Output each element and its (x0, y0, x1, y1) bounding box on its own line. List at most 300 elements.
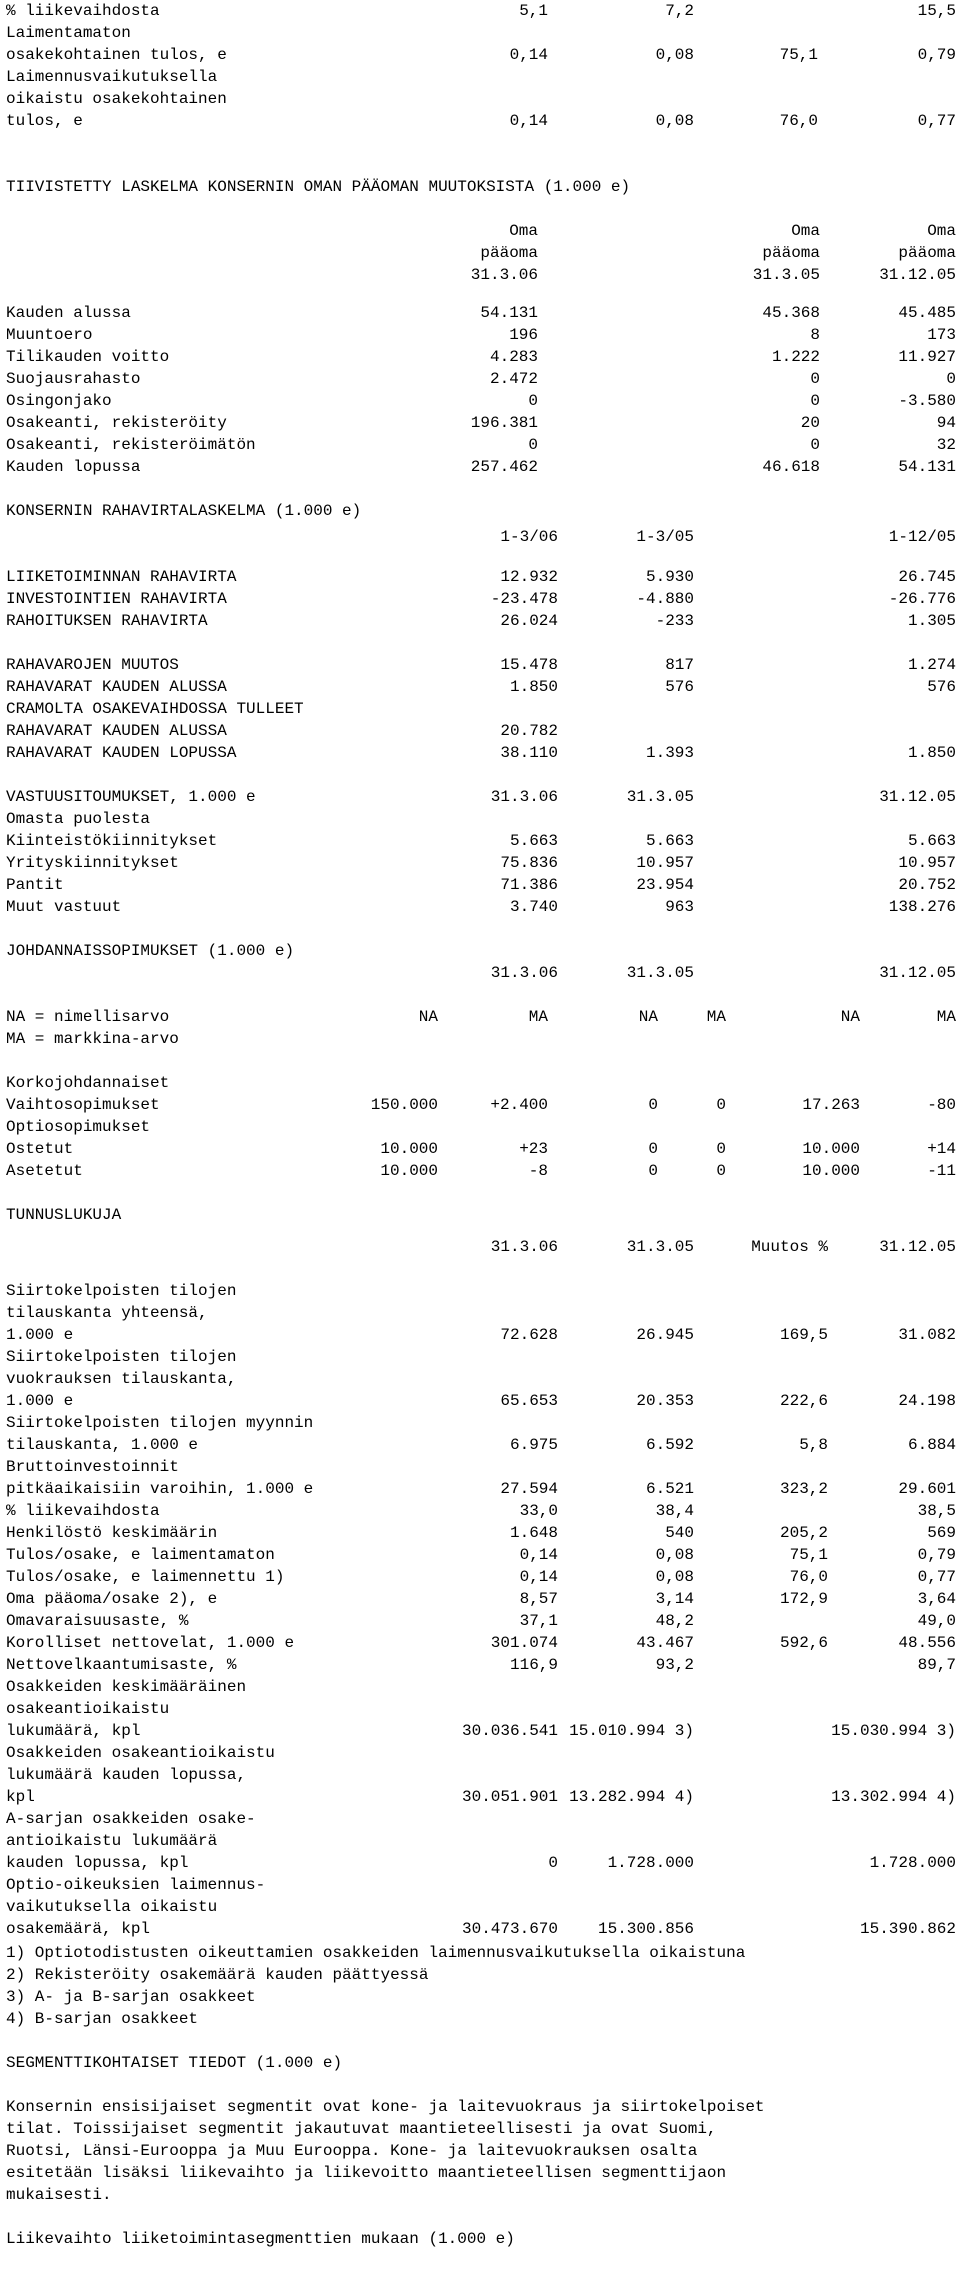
cell: 0 (716, 1096, 726, 1114)
row-label: Laimentamaton (6, 24, 131, 42)
cell: 45.368 (762, 304, 820, 322)
cell: 76,0 (779, 112, 818, 130)
cell: 20.782 (500, 722, 558, 740)
keyfigures-title (6, 1204, 956, 1226)
section-heading: VASTUUSITOUMUKSET, 1.000 e (6, 788, 256, 806)
table-row (6, 742, 956, 764)
cell: -11 (927, 1162, 956, 1180)
cell: 45.485 (898, 304, 956, 322)
cell: 32 (936, 436, 956, 454)
cell: 0,08 (655, 1568, 694, 1586)
table-row (6, 1632, 956, 1654)
row-label: Siirtokelpoisten tilojen myynnin (6, 1414, 314, 1432)
intro-row (6, 88, 956, 110)
cell: 29.601 (898, 1480, 956, 1498)
table-row (6, 1390, 956, 1412)
cell: 10.000 (802, 1162, 860, 1180)
row-label: antioikaistu lukumäärä (6, 1832, 218, 1850)
cell: 38,4 (655, 1502, 694, 1520)
cell: 5,8 (799, 1436, 828, 1454)
cell: 0 (716, 1140, 726, 1158)
cell: -8 (528, 1162, 548, 1180)
cell: 0 (810, 392, 820, 410)
row-label: oikaistu osakekohtainen (6, 90, 227, 108)
cell: 49,0 (917, 1612, 956, 1630)
cell: 48,2 (655, 1612, 694, 1630)
cell: 1.850 (907, 744, 956, 762)
cell: 5.930 (645, 568, 694, 586)
table-row (6, 896, 956, 918)
cell: 5.663 (645, 832, 694, 850)
intro-row (6, 0, 956, 22)
row-label: vuokrauksen tilauskanta, (6, 1370, 237, 1388)
table-row (6, 1072, 956, 1094)
col-header: 1-12/05 (888, 528, 956, 546)
table-row (6, 302, 956, 324)
row-label: 1.000 e (6, 1326, 74, 1344)
cell: 1.648 (509, 1524, 558, 1542)
cell: 0,79 (917, 46, 956, 64)
cell: 1.728.000 (869, 1854, 956, 1872)
row-label: osakekohtainen tulos, e (6, 46, 227, 64)
row-label: kauden lopussa, kpl (6, 1854, 189, 1872)
cell: 0 (810, 370, 820, 388)
cell: 54.131 (480, 304, 538, 322)
intro-row (6, 66, 956, 88)
cell: -4.880 (636, 590, 694, 608)
col-header: 31.3.06 (490, 788, 558, 806)
section-heading: TUNNUSLUKUJA (6, 1206, 122, 1224)
cell: 222,6 (779, 1392, 828, 1410)
commitments-header (6, 786, 956, 808)
cell: 20 (800, 414, 820, 432)
cell: 0,14 (509, 112, 548, 130)
cell: 138.276 (888, 898, 956, 916)
col-header: 31.12.05 (879, 266, 956, 284)
cell: 2.472 (489, 370, 538, 388)
cell: -26.776 (888, 590, 956, 608)
cell: 26.945 (636, 1326, 694, 1344)
footnote (6, 1986, 956, 2008)
section-heading: JOHDANNAISSOPIMUKSET (1.000 e) (6, 942, 295, 960)
keyfigures-header (6, 1236, 956, 1258)
row-label: tilauskanta, 1.000 e (6, 1436, 199, 1454)
cell: 43.467 (636, 1634, 694, 1652)
cell: 1.393 (645, 744, 694, 762)
col-header: 31.12.05 (879, 1238, 956, 1256)
segments-title (6, 2052, 956, 2074)
cell: +23 (519, 1140, 548, 1158)
col-header: 31.12.05 (879, 964, 956, 982)
row-label: Korkojohdannaiset (6, 1074, 170, 1092)
table-row (6, 720, 956, 742)
row-label: Vaihtosopimukset (6, 1096, 160, 1114)
table-row (6, 698, 956, 720)
cell: 1.222 (771, 348, 820, 366)
section-heading: SEGMENTTIKOHTAISET TIEDOT (1.000 e) (6, 2054, 343, 2072)
cell: 15.010.994 3) (569, 1722, 694, 1740)
cell: 169,5 (779, 1326, 828, 1344)
cell: 592,6 (779, 1634, 828, 1652)
col-code: MA (706, 1008, 726, 1026)
row-label: Laimennusvaikutuksella (6, 68, 218, 86)
cell: 6.884 (907, 1436, 956, 1454)
table-row (6, 676, 956, 698)
table-row (6, 1324, 956, 1346)
row-label: tulos, e (6, 112, 83, 130)
cell: 817 (665, 656, 694, 674)
table-row (6, 1852, 956, 1874)
cell: 11.927 (898, 348, 956, 366)
cell: 0 (648, 1162, 658, 1180)
row-label: Tulos/osake, e laimentamaton (6, 1546, 275, 1564)
cell: 0,77 (917, 112, 956, 130)
table-row (6, 1830, 956, 1852)
row-label: Korolliset nettovelat, 1.000 e (6, 1634, 295, 1652)
row-label: lukumäärä, kpl (6, 1722, 141, 1740)
row-label: RAHAVARAT KAUDEN ALUSSA (6, 722, 227, 740)
cell: 5.663 (907, 832, 956, 850)
table-row (6, 1346, 956, 1368)
cell: 116,9 (509, 1656, 558, 1674)
cell: 30.036.541 (461, 1722, 558, 1740)
table-row (6, 1808, 956, 1830)
cell: 13.302.994 4) (831, 1788, 956, 1806)
table-row (6, 1896, 956, 1918)
footnote-text: 1) Optiotodistusten oikeuttamien osakkeiden laimennusvaikutuksella oikaistuna (6, 1944, 746, 1962)
cell: 540 (665, 1524, 694, 1542)
row-label: kpl (6, 1788, 35, 1806)
row-label: Omavaraisuusaste, % (6, 1612, 189, 1630)
row-label: Kiinteistökiinnitykset (6, 832, 218, 850)
col-code: MA (528, 1008, 548, 1026)
cell: 17.263 (802, 1096, 860, 1114)
derivatives-codes (6, 1006, 956, 1028)
cell: 0 (946, 370, 956, 388)
row-label: INVESTOINTIEN RAHAVIRTA (6, 590, 227, 608)
table-row (6, 654, 956, 676)
cell: 0,79 (917, 1546, 956, 1564)
cell: 26.745 (898, 568, 956, 586)
subheading-text: Liikevaihto liiketoimintasegmenttien mukaan (1.000 e) (6, 2230, 515, 2248)
row-label: % liikevaihdosta (6, 1502, 160, 1520)
row-label: Suojausrahasto (6, 370, 141, 388)
col-header: Oma (791, 222, 820, 240)
col-header: 31.3.05 (752, 266, 820, 284)
cell: 75.836 (500, 854, 558, 872)
cell: 0,14 (509, 46, 548, 64)
col-header: pääoma (762, 244, 820, 262)
col-code: NA (840, 1008, 860, 1026)
cell: 89,7 (917, 1656, 956, 1674)
table-row (6, 368, 956, 390)
row-label: RAHOITUKSEN RAHAVIRTA (6, 612, 208, 630)
footnote (6, 1964, 956, 1986)
paragraph-line (6, 2118, 956, 2140)
row-label: Osakeanti, rekisteröity (6, 414, 227, 432)
equity-header-line1 (6, 220, 956, 242)
cell: 0 (528, 392, 538, 410)
col-code: MA (936, 1008, 956, 1026)
row-label: Bruttoinvestoinnit (6, 1458, 179, 1476)
cell: 5.663 (509, 832, 558, 850)
row-label: Osingonjako (6, 392, 112, 410)
section-heading: KONSERNIN RAHAVIRTALASKELMA (1.000 e) (6, 502, 362, 520)
table-row (6, 1764, 956, 1786)
cell: 10.957 (636, 854, 694, 872)
table-row (6, 588, 956, 610)
row-label: Siirtokelpoisten tilojen (6, 1348, 237, 1366)
cell: +14 (927, 1140, 956, 1158)
cell: 150.000 (370, 1096, 438, 1114)
table-row (6, 1412, 956, 1434)
cell: 31.082 (898, 1326, 956, 1344)
row-label: Pantit (6, 876, 64, 894)
cell: 0 (810, 436, 820, 454)
row-label: osakemäärä, kpl (6, 1920, 151, 1938)
table-row (6, 1138, 956, 1160)
cell: 0,08 (655, 112, 694, 130)
cell: 76,0 (789, 1568, 828, 1586)
equity-header-line2 (6, 242, 956, 264)
cell: 15.390.862 (859, 1920, 956, 1938)
table-row (6, 1544, 956, 1566)
cell: 26.024 (500, 612, 558, 630)
col-header: 31.3.06 (490, 964, 558, 982)
intro-row (6, 22, 956, 44)
table-row (6, 1588, 956, 1610)
cell: 0 (648, 1096, 658, 1114)
col-header: 31.3.06 (470, 266, 538, 284)
col-header: pääoma (898, 244, 956, 262)
cell: 0 (548, 1854, 558, 1872)
cell: 71.386 (500, 876, 558, 894)
col-header: 31.3.06 (490, 1238, 558, 1256)
col-header: 31.3.05 (626, 1238, 694, 1256)
cell: 0 (528, 436, 538, 454)
row-label: % liikevaihdosta (6, 2, 160, 20)
row-label: RAHAVAROJEN MUUTOS (6, 656, 179, 674)
cell: 24.198 (898, 1392, 956, 1410)
row-label: RAHAVARAT KAUDEN ALUSSA (6, 678, 227, 696)
row-label: Nettovelkaantumisaste, % (6, 1656, 237, 1674)
table-row (6, 1456, 956, 1478)
table-row (6, 1610, 956, 1632)
row-label: Optiosopimukset (6, 1118, 151, 1136)
cell: 3,64 (917, 1590, 956, 1608)
cell: -233 (655, 612, 694, 630)
cell: 33,0 (519, 1502, 558, 1520)
cell: 13.282.994 4) (569, 1788, 694, 1806)
col-header: Oma (927, 222, 956, 240)
cell: 0,14 (519, 1546, 558, 1564)
paragraph-text: Ruotsi, Länsi-Eurooppa ja Muu Eurooppa. Kone- ja laitevuokrauksen osalta (6, 2142, 698, 2160)
cell: 1.850 (509, 678, 558, 696)
cell: 196.381 (470, 414, 538, 432)
cell: 75,1 (779, 46, 818, 64)
cell: 1.305 (907, 612, 956, 630)
table-row (6, 1742, 956, 1764)
cell: 10.000 (380, 1162, 438, 1180)
row-label: Siirtokelpoisten tilojen (6, 1282, 237, 1300)
table-row (6, 1918, 956, 1940)
row-label: LIIKETOIMINNAN RAHAVIRTA (6, 568, 237, 586)
table-row (6, 1654, 956, 1676)
cell: 15.300.856 (597, 1920, 694, 1938)
cell: 15,5 (917, 2, 956, 20)
row-label: Muut vastuut (6, 898, 122, 916)
cell: -3.580 (898, 392, 956, 410)
table-row (6, 324, 956, 346)
table-row (6, 412, 956, 434)
table-row (6, 434, 956, 456)
legend-ma: MA = markkina-arvo (6, 1030, 179, 1048)
row-label: Omasta puolesta (6, 810, 151, 828)
table-row (6, 1280, 956, 1302)
cell: 20.752 (898, 876, 956, 894)
cell: 30.473.670 (461, 1920, 558, 1938)
cell: 54.131 (898, 458, 956, 476)
table-row (6, 1786, 956, 1808)
cell: 323,2 (779, 1480, 828, 1498)
cell: 23.954 (636, 876, 694, 894)
row-label: osakeantioikaistu (6, 1700, 170, 1718)
cell: 94 (936, 414, 956, 432)
equity-header-dates (6, 264, 956, 286)
row-label: Ostetut (6, 1140, 74, 1158)
paragraph-line (6, 2140, 956, 2162)
table-row (6, 456, 956, 478)
cell: 4.283 (489, 348, 538, 366)
cell: 6.975 (509, 1436, 558, 1454)
table-row (6, 1368, 956, 1390)
equity-title (6, 176, 956, 198)
cell: 5,1 (519, 2, 548, 20)
cell: -23.478 (490, 590, 558, 608)
paragraph-line (6, 2184, 956, 2206)
row-label: Kauden lopussa (6, 458, 141, 476)
table-row (6, 566, 956, 588)
row-label: vaikutuksella oikaistu (6, 1898, 218, 1916)
col-header: 1-3/06 (500, 528, 558, 546)
row-label: pitkäaikaisiin varoihin, 1.000 e (6, 1480, 314, 1498)
table-row (6, 390, 956, 412)
cell: 576 (927, 678, 956, 696)
table-row (6, 1434, 956, 1456)
col-header: 1-3/05 (636, 528, 694, 546)
cell: 196 (509, 326, 538, 344)
table-row (6, 852, 956, 874)
cell: 93,2 (655, 1656, 694, 1674)
row-label: RAHAVARAT KAUDEN LOPUSSA (6, 744, 237, 762)
col-header: Muutos % (751, 1238, 828, 1256)
cell: 6.592 (645, 1436, 694, 1454)
table-row (6, 1676, 956, 1698)
cell: 569 (927, 1524, 956, 1542)
col-header: pääoma (480, 244, 538, 262)
footnote-text: 3) A- ja B-sarjan osakkeet (6, 1988, 256, 2006)
paragraph-text: mukaisesti. (6, 2186, 112, 2204)
row-label: Yrityskiinnitykset (6, 854, 179, 872)
cashflow-header (6, 526, 956, 548)
cell: +2.400 (490, 1096, 548, 1114)
row-label: Tulos/osake, e laimennettu 1) (6, 1568, 285, 1586)
cell: 0 (716, 1162, 726, 1180)
row-label: Osakkeiden keskimääräinen (6, 1678, 247, 1696)
cell: 205,2 (779, 1524, 828, 1542)
section-heading: TIIVISTETTY LASKELMA KONSERNIN OMAN PÄÄOMAN MUUTOKSISTA (1.000 e) (6, 178, 631, 196)
table-row (6, 1160, 956, 1182)
row-label: Osakeanti, rekisteröimätön (6, 436, 256, 454)
footnote-text: 4) B-sarjan osakkeet (6, 2010, 199, 2028)
table-row (6, 1478, 956, 1500)
cashflow-title (6, 500, 956, 522)
row-label: lukumäärä kauden lopussa, (6, 1766, 247, 1784)
cell: 72.628 (500, 1326, 558, 1344)
row-label: tilauskanta yhteensä, (6, 1304, 208, 1322)
cell: 1.728.000 (607, 1854, 694, 1872)
cell: 75,1 (789, 1546, 828, 1564)
legend-na: NA = nimellisarvo (6, 1008, 170, 1026)
cell: 10.957 (898, 854, 956, 872)
col-header: 31.12.05 (879, 788, 956, 806)
table-row (6, 1874, 956, 1896)
row-label: 1.000 e (6, 1392, 74, 1410)
footnote (6, 1942, 956, 1964)
cell: 30.051.901 (461, 1788, 558, 1806)
row-label: Henkilöstö keskimäärin (6, 1524, 218, 1542)
cell: 172,9 (779, 1590, 828, 1608)
table-row (6, 808, 956, 830)
derivatives-title (6, 940, 956, 962)
row-label: Muuntoero (6, 326, 93, 344)
row-label: Tilikauden voitto (6, 348, 170, 366)
cell: 0,77 (917, 1568, 956, 1586)
table-row (6, 1522, 956, 1544)
paragraph-line (6, 2096, 956, 2118)
table-row (6, 610, 956, 632)
derivatives-legend (6, 1028, 956, 1050)
row-label: Oma pääoma/osake 2), e (6, 1590, 218, 1608)
cell: 8 (810, 326, 820, 344)
col-header: 31.3.05 (626, 788, 694, 806)
paragraph-text: tilat. Toissijaiset segmentit jakautuvat maantieteellisesti ja ovat Suomi, (6, 2120, 717, 2138)
cell: 173 (927, 326, 956, 344)
row-label: Optio-oikeuksien laimennus- (6, 1876, 266, 1894)
row-label: Osakkeiden osakeantioikaistu (6, 1744, 275, 1762)
intro-row (6, 44, 956, 66)
paragraph-line (6, 2162, 956, 2184)
table-row (6, 1698, 956, 1720)
col-header: 31.3.05 (626, 964, 694, 982)
cell: 46.618 (762, 458, 820, 476)
cell: 0 (648, 1140, 658, 1158)
cell: 15.030.994 3) (831, 1722, 956, 1740)
cell: -80 (927, 1096, 956, 1114)
col-header: Oma (509, 222, 538, 240)
cell: 10.000 (802, 1140, 860, 1158)
cell: 65.653 (500, 1392, 558, 1410)
segments-subheading (6, 2228, 956, 2250)
cell: 0,08 (655, 46, 694, 64)
paragraph-text: Konsernin ensisijaiset segmentit ovat kone- ja laitevuokraus ja siirtokelpoiset (6, 2098, 765, 2116)
cell: 48.556 (898, 1634, 956, 1652)
cell: 10.000 (380, 1140, 438, 1158)
footnote (6, 2008, 956, 2030)
table-row (6, 830, 956, 852)
table-row (6, 1500, 956, 1522)
col-code: NA (418, 1008, 438, 1026)
